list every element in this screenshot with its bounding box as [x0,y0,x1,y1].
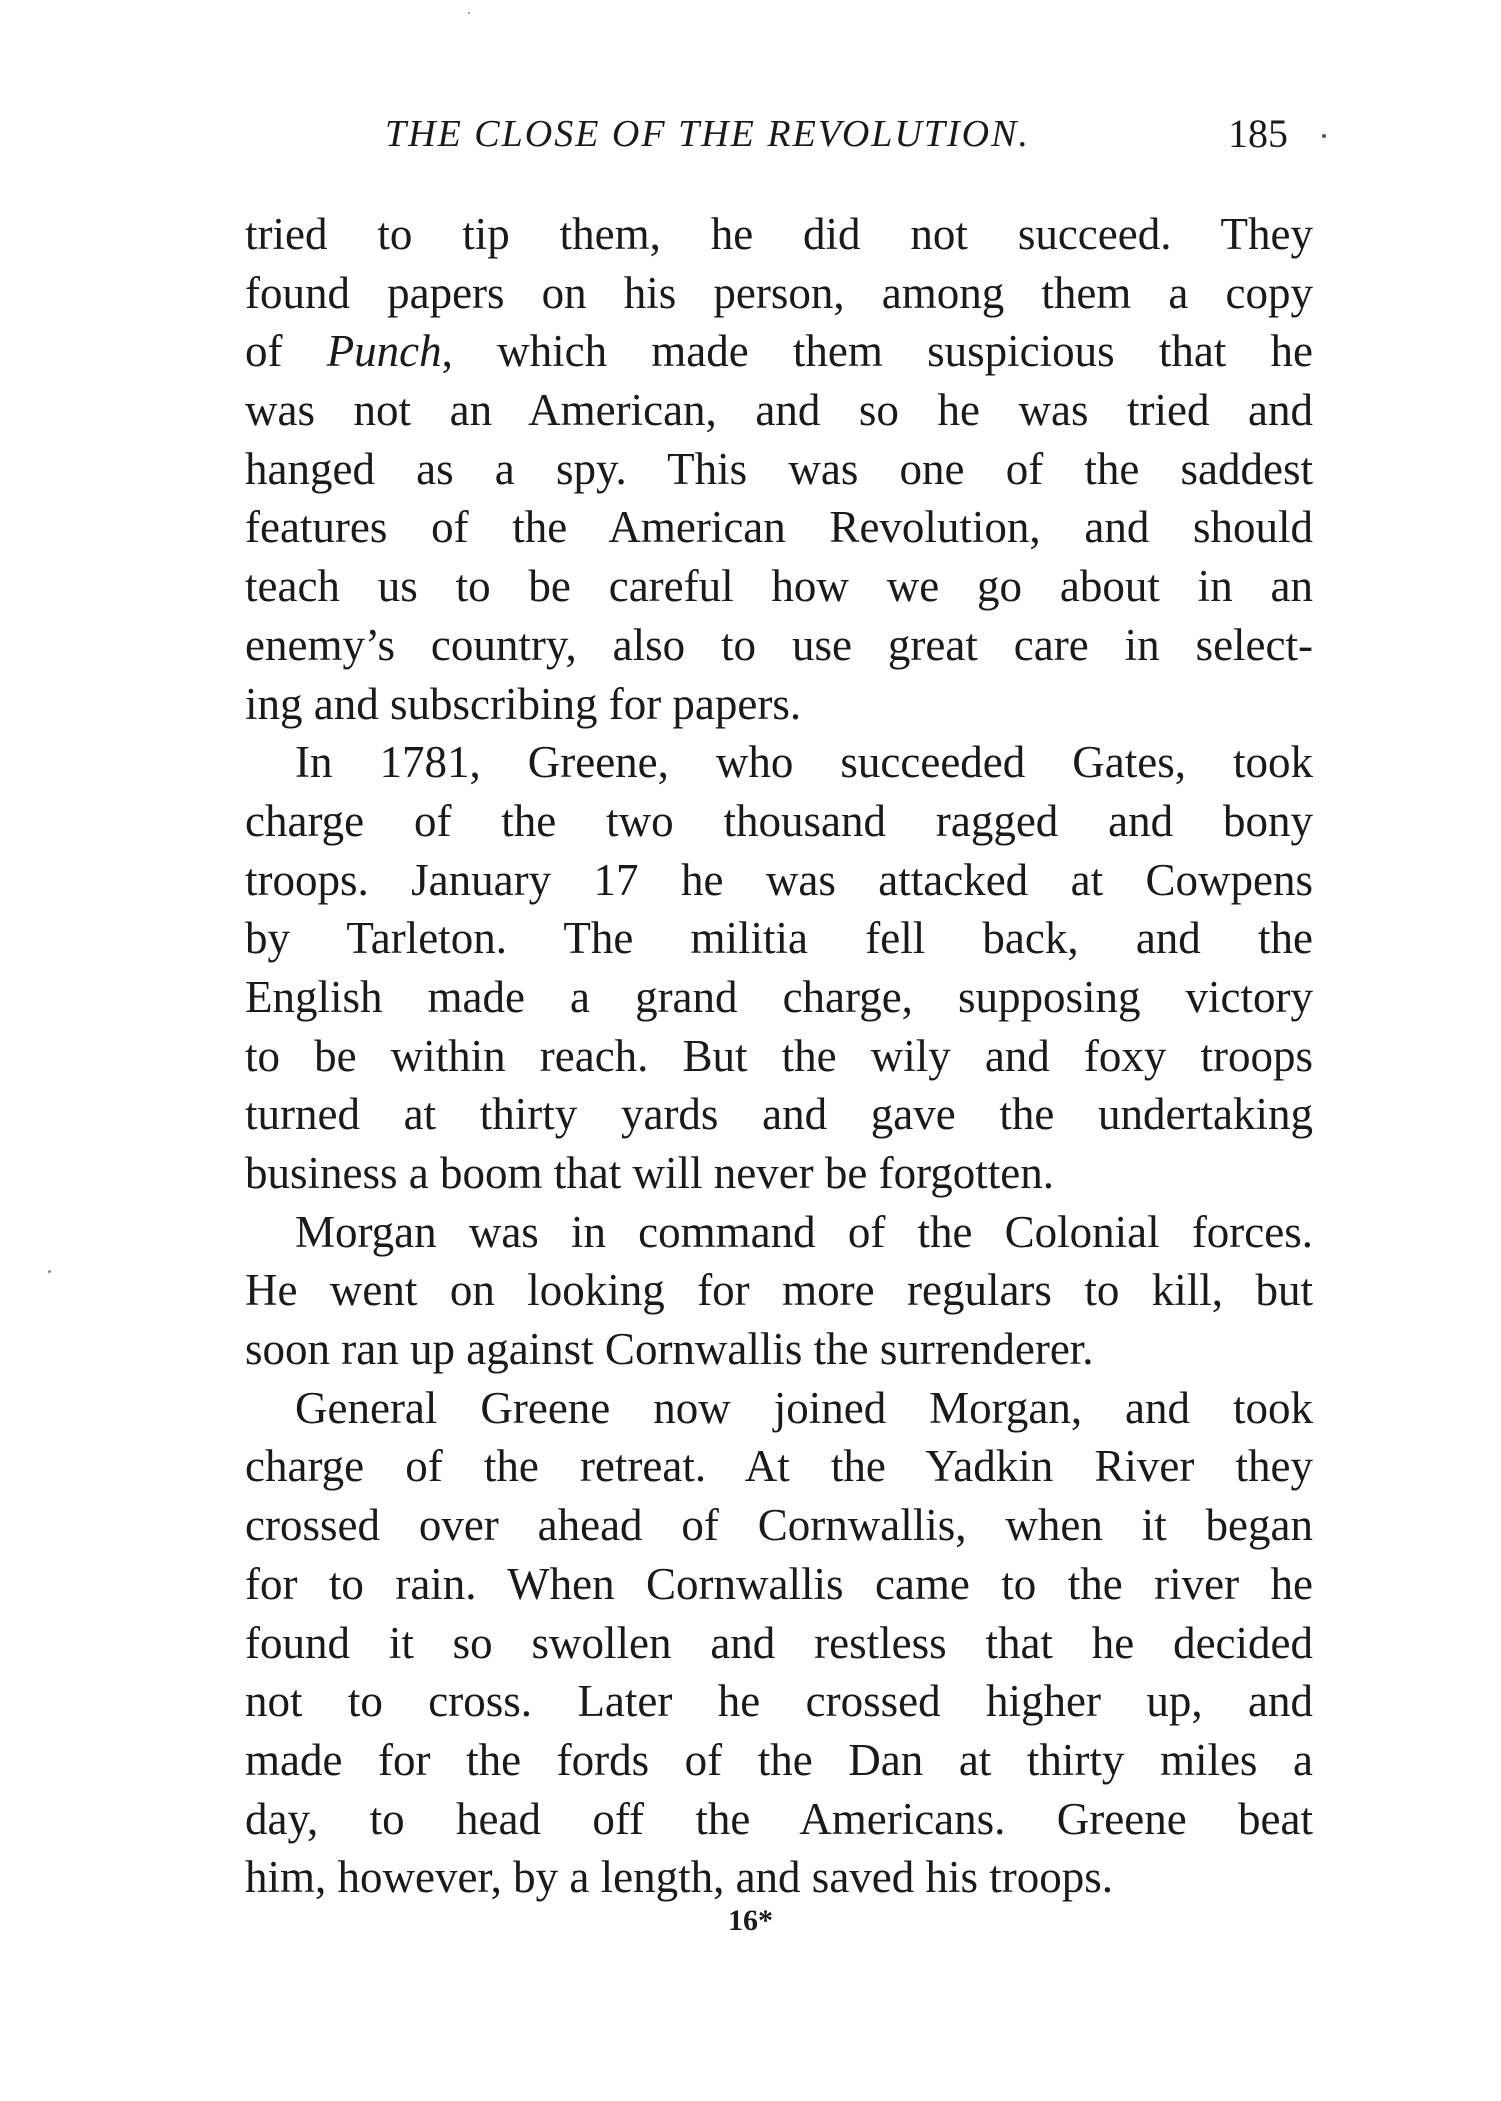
text-line: hanged as a spy. This was one of the saddest [245,443,1313,494]
page-number: 185 [1228,111,1288,156]
text-line: business a boom that will never be forgotten. [245,1148,1055,1198]
text-line: teach us to be careful how we go about in an [245,561,1313,612]
body-text [245,205,1313,1907]
text-line: him, however, by a length, and saved his troops. [245,1852,1114,1903]
text-line: by Tarleton. The militia fell back, and the [245,913,1313,964]
text-line: English made a grand charge, supposing victory [245,971,1313,1022]
text-line: tried to tip them, he did not succeed. They [245,209,1313,259]
text-line: not to cross. Later he crossed higher up, and [245,1676,1313,1727]
signature-mark: 16* [728,1904,773,1937]
text-line: troops. January 17 he was attacked at Cowpens [245,854,1313,905]
text-line: found it so swollen and restless that he decided [245,1617,1313,1668]
text-line: charge of the two thousand ragged and bony [245,795,1313,846]
text-line: charge of the retreat. At the Yadkin River they [245,1441,1313,1492]
print-speck [468,12,470,14]
text-line: soon ran up against Cornwallis the surrenderer. [245,1324,1094,1375]
text-line: features of the American Revolution, and should [245,502,1313,553]
text-line: was not an American, and so he was tried and [245,385,1313,436]
text-line: enemy’s country, also to use great care in select- [245,619,1313,670]
text-line: day, to head off the Americans. Greene beat [245,1793,1313,1844]
header-dot [1322,134,1326,138]
text-line: ing and subscribing for papers. [245,678,802,729]
print-speck [48,1270,51,1273]
text-line: General Greene now joined Morgan, and took [295,1382,1313,1433]
running-header [0,112,1501,172]
text-line: made for the fords of the Dan at thirty miles a [245,1734,1313,1785]
text-line: to be within reach. But the wily and foxy troops [245,1030,1313,1081]
text-line: crossed over ahead of Cornwallis, when it began [245,1500,1313,1551]
text-line: turned at thirty yards and gave the undertaking [245,1089,1313,1140]
text-line: He went on looking for more regulars to kill, but [245,1265,1313,1316]
text-line: of Punch, which made them suspicious that he [245,326,1313,377]
text-line: for to rain. When Cornwallis came to the river he [245,1558,1313,1609]
text-line: found papers on his person, among them a copy [245,267,1313,318]
running-title: THE CLOSE OF THE REVOLUTION. [385,113,1030,155]
text-line: Morgan was in command of the Colonial forces. [295,1206,1313,1257]
text-line: In 1781, Greene, who succeeded Gates, took [295,737,1313,788]
